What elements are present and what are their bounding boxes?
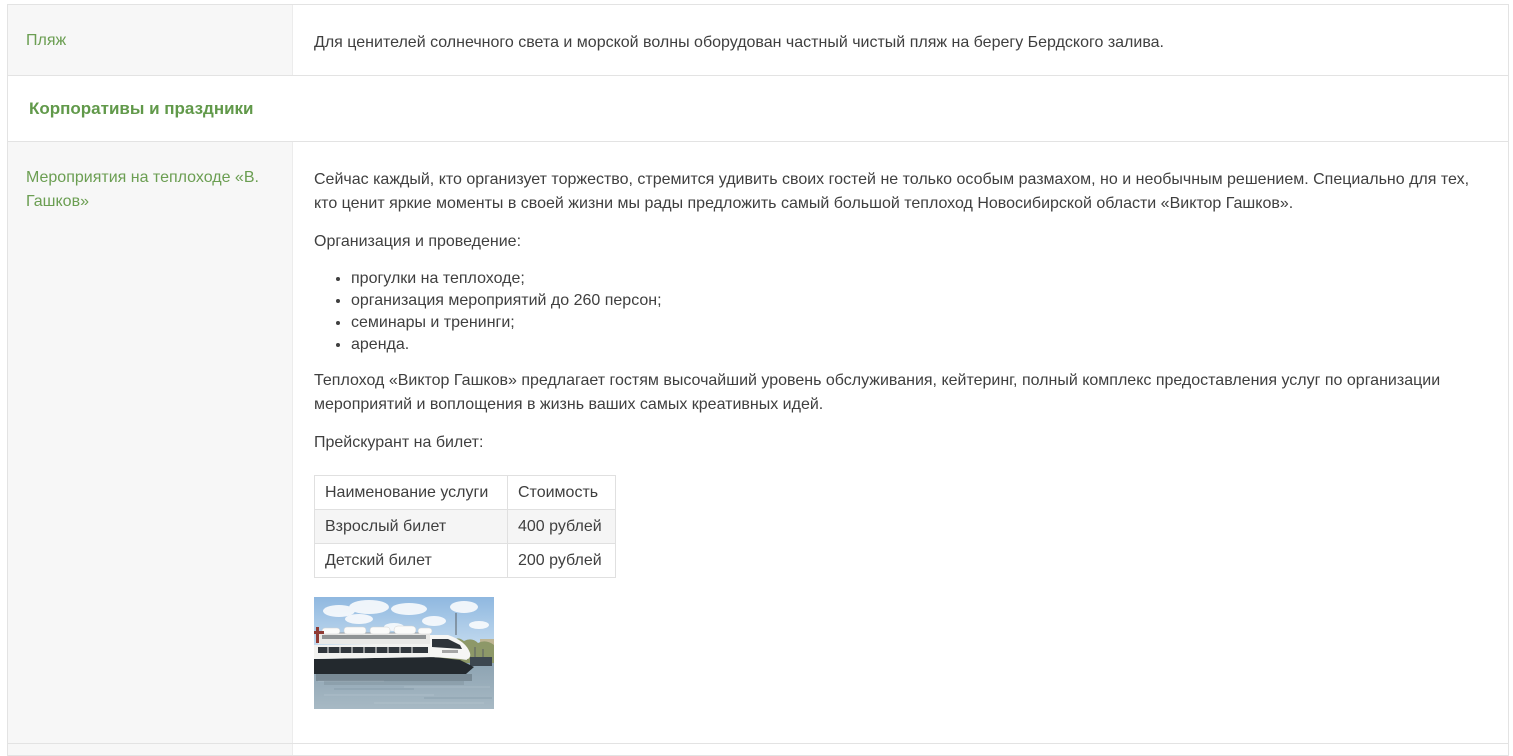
beach-row (8, 5, 1508, 76)
services-list-item: • организация мероприятий до 260 персон; (351, 290, 1486, 312)
price-service-cell: Взрослый билет (315, 510, 508, 544)
partial-label-cell (8, 744, 293, 755)
price-service-cell: Детский билет (315, 544, 508, 578)
section-title: Корпоративы и праздники (29, 99, 254, 118)
beach-label-cell (8, 5, 293, 75)
event-row (8, 142, 1508, 744)
event-content-cell (293, 142, 1508, 743)
services-heading: Организация и проведение: (314, 233, 522, 250)
event-label: Мероприятия на теплоходе «В. Гашков» (26, 169, 259, 210)
price-table-row (315, 544, 616, 578)
price-table-row (315, 510, 616, 544)
price-table-header-row (315, 476, 616, 510)
partial-content-cell (293, 744, 1508, 755)
services-list-item: • семинары и тренинги; (351, 312, 1486, 334)
event-label-cell (8, 142, 293, 743)
beach-label: Пляж (26, 32, 67, 49)
price-table-header-service: Наименование услуги (315, 476, 508, 510)
info-table (7, 4, 1509, 756)
offer-paragraph: Теплоход «Виктор Гашков» предлагает гостям высочайший уровень обслуживания, кейтеринг, полный комплекс предоставления услуг по организации мероприятий и воплощения в жизнь ваших самых креативных идей. (314, 372, 1441, 413)
beach-content-cell (293, 5, 1508, 75)
price-cost-cell: 200 рублей (508, 544, 616, 578)
event-intro-paragraph: Сейчас каждый, кто организует торжество, стремится удивить своих гостей не только особым размахом, но и необычным решением. Специально для тех, кто ценит яркие моменты в своей жизни мы рады предложить самый большой теплоход Новосибирской области «Виктор Гашков». (314, 171, 1470, 212)
beach-description: Для ценителей солнечного света и морской волны оборудован частный чистый пляж на берегу Бердского залива. (314, 34, 1164, 51)
price-table-header-cost: Стоимость (508, 476, 616, 510)
section-header-row (8, 76, 1508, 142)
services-list-item: • прогулки на теплоходе; (351, 268, 1486, 290)
partial-next-row (8, 744, 1508, 756)
services-list (314, 268, 1486, 356)
services-list-item: • аренда. (351, 334, 1486, 356)
ship-photo (314, 597, 494, 709)
pricelist-caption: Прейскурант на билет: (314, 434, 484, 451)
price-table (314, 475, 616, 578)
price-cost-cell: 400 рублей (508, 510, 616, 544)
